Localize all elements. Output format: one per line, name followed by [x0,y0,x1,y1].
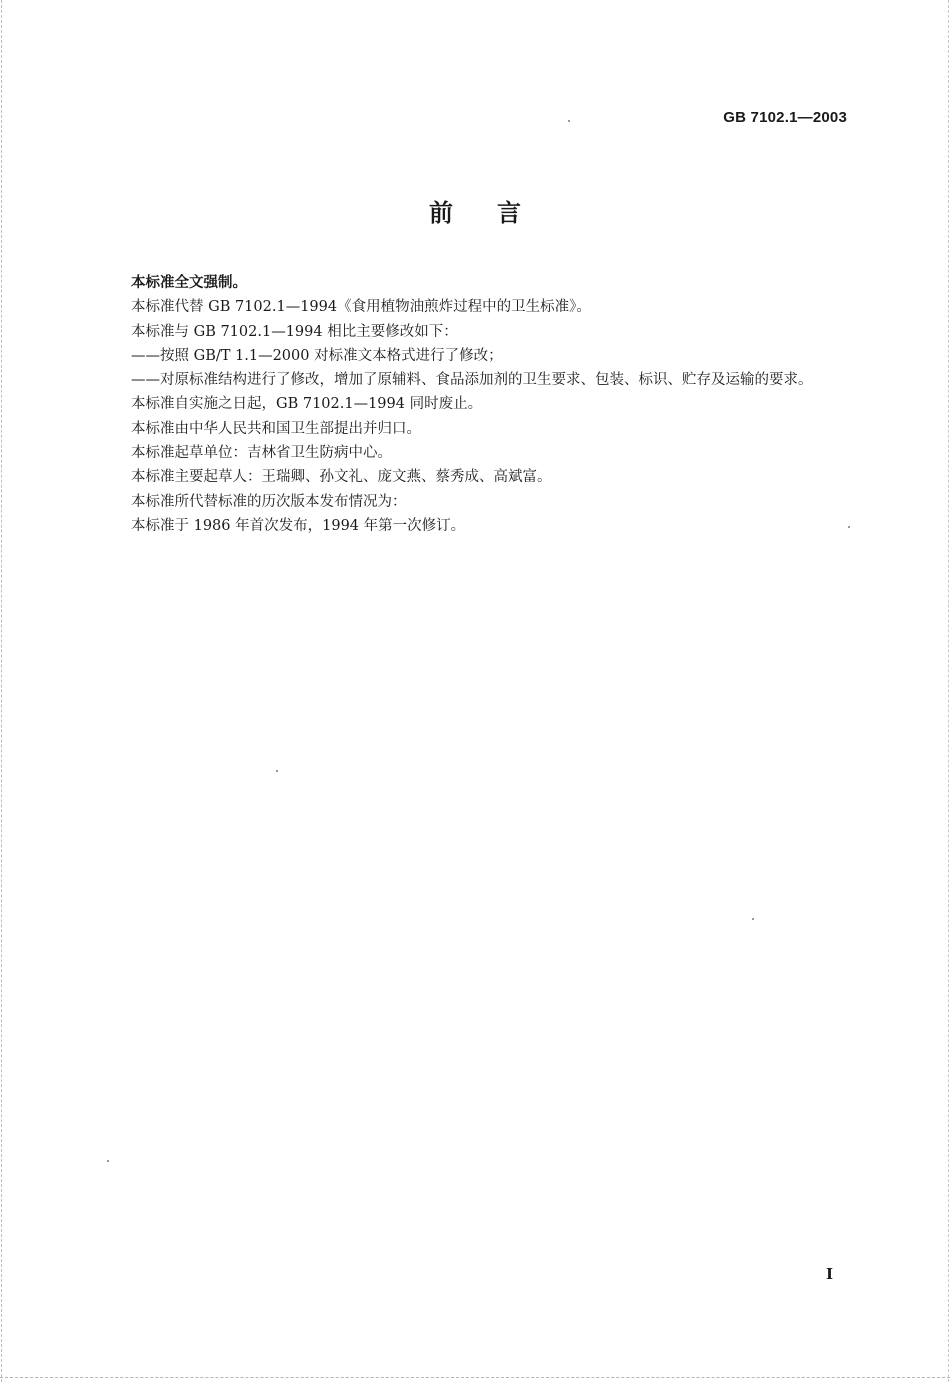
paragraph-drafting-unit: 本标准起草单位：吉林省卫生防病中心。 [131,445,392,462]
foreword-body [131,271,851,538]
scan-speck [848,526,850,528]
paragraph-history: 本标准于 1986 年首次发布，1994 年第一次修订。 [131,517,466,534]
paragraph-drafters: 本标准主要起草人：王瑞卿、孙文礼、庞文燕、蔡秀成、高斌富。 [131,469,552,486]
paragraph-abolish: 本标准自实施之日起，GB 7102.1—1994 同时废止。 [131,396,483,413]
document-number: GB 7102.1—2003 [723,109,847,126]
paragraph-change-format: ——按照 GB/T 1.1—2000 对标准文本格式进行了修改； [131,347,503,364]
scan-speck [752,918,754,920]
paragraph-replaces: 本标准代替 GB 7102.1—1994《食用植物油煎炸过程中的卫生标准》。 [131,299,591,316]
scan-speck [568,120,570,122]
section-title: 前言 [429,199,565,227]
paragraph-mandatory: 本标准全文强制。 [131,274,247,291]
page-number: I [826,1265,834,1283]
paragraph-history-intro: 本标准所代替标准的历次版本发布情况为： [131,493,407,510]
scan-speck [276,770,278,772]
paragraph-proposer: 本标准由中华人民共和国卫生部提出并归口。 [131,420,421,437]
paragraph-changes-intro: 本标准与 GB 7102.1—1994 相比主要修改如下： [131,323,458,340]
scan-edge-bottom [0,1377,950,1378]
scan-speck [107,1160,109,1162]
paragraph-change-structure: ——对原标准结构进行了修改，增加了原辅料、食品添加剂的卫生要求、包装、标识、贮存及运输的要求。 [131,372,813,389]
